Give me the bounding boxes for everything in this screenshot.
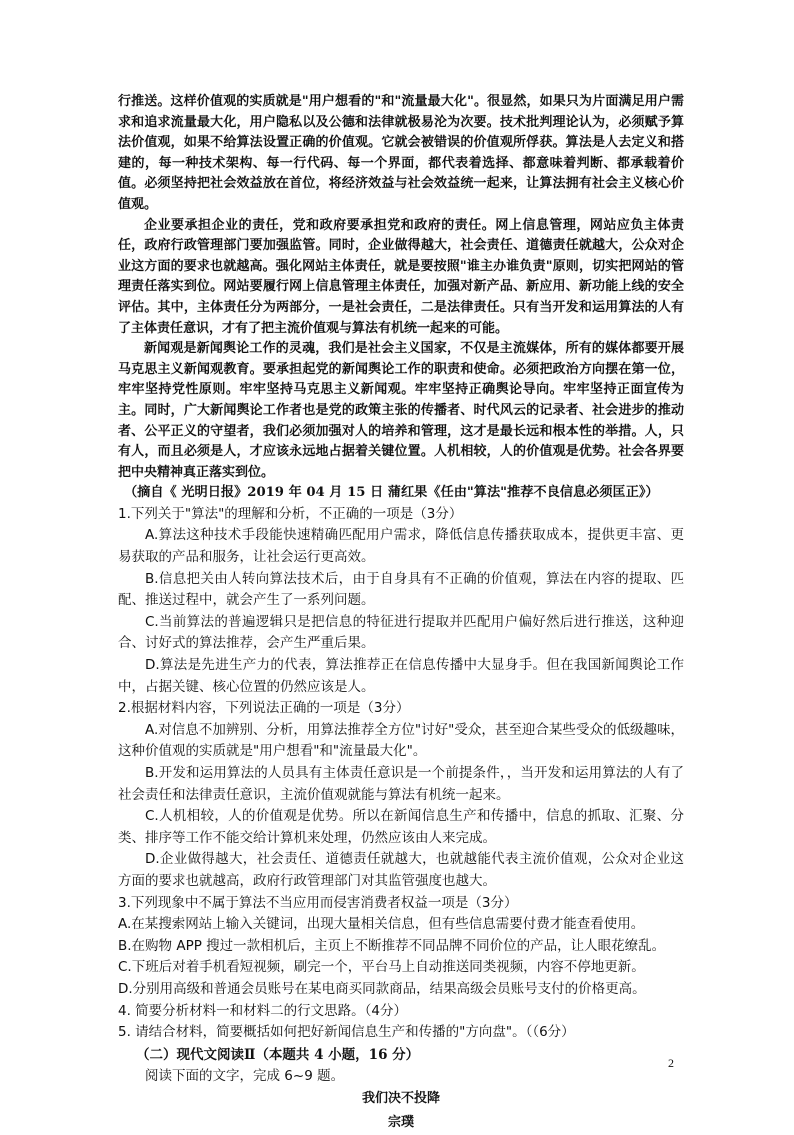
option-b: B.在购物 APP 搜过一款相机后，主页上不断推荐不同品牌不同价位的产品，让人眼花缭乱。 <box>118 937 666 954</box>
paragraph-3: 新闻观是新闻舆论工作的灵魂，我们是社会主义国家，不仅是主流媒体，所有的媒体都要开展马克思主义新闻观教育。要承担起党的新闻舆论工作的职责和使命。必须把政治方向摆在第一位，牢牢坚持党性原则。牢牢坚持马克思主义新闻观。牢牢坚持正确舆论导向。牢牢坚持正面宣传为主。同时，广大新闻舆论工作者也是党的政策主张的传播者、时代风云的记录者、社会进步的推动者、公平正义的守望者，我们必须加强对人的培养和管理，这才是最长远和根本性的举措。人，只有人，而且必须是人，才应该永远地占据着关键位置。人机相较，人的价值观是优势。社会各界要把中央精神真正落实到位。 <box>118 341 684 480</box>
section-instruction: 阅读下面的文字，完成 6~9 题。 <box>145 1067 345 1084</box>
page-number: 2 <box>668 1056 674 1070</box>
question-1 <box>118 504 684 698</box>
source-citation: （摘自《 光明日报》2019 年 04 月 15 日 蒲红果《任由"算法"推荐不良信息必须匡正》） <box>124 485 659 501</box>
page-content <box>118 92 684 1135</box>
option-c: C.当前算法的普遍逻辑只是把信息的特征进行提取并匹配用户偏好然后进行推送，这种迎合、讨好式的算法推荐，会产生严重后果。 <box>118 613 684 652</box>
question-3 <box>118 893 684 1001</box>
option-a: A.对信息不加辨别、分析，用算法推荐全方位"讨好"受众，甚至迎合某些受众的低级趣味，这种价值观的实质就是"用户想看"和"流量最大化"。 <box>118 721 684 760</box>
option-c: C.下班后对着手机看短视频，刷完一个，平台马上自动推送同类视频，内容不停地更新。 <box>118 959 645 976</box>
option-c: C.人机相较，人的价值观是优势。所以在新闻信息生产和传播中，信息的抓取、汇聚、分类、排序等工作不能交给计算机来处理，仍然应该由人来完成。 <box>118 808 684 846</box>
option-a: A.在某搜索网站上输入关键词，出现大量相关信息，但有些信息需要付费才能查看使用。 <box>118 916 645 933</box>
article-author: 宗璞 <box>387 1114 414 1130</box>
paragraph-1: 行推送。这样价值观的实质就是"用户想看的"和"流量最大化"。很显然，如果只为片面满足用户需求和追求流量最大化，用户隐私以及公德和法律就极易沦为次要。技术批判理论认为，必须赋予算法价值观，如果不给算法设置正确的价值观。它就会被错误的价值观所俘获。算法是人去定义和搭建的，每一种技术架构、每一行代码、每一个界面，都代表着选择、都意味着判断、都承载着价值。必须坚持把社会效益放在首位，将经济效益与社会效益统一起来，让算法拥有社会主义核心价值观。 <box>118 94 684 212</box>
option-d: D.算法是先进生产力的代表，算法推荐正在信息传播中大显身手。但在我国新闻舆论工作中，占据关键、核心位置的仍然应该是人。 <box>118 657 684 695</box>
question-stem: 3.下列现象中不属于算法不当应用而侵害消费者权益一项是（3分） <box>118 894 518 911</box>
option-b: B.信息把关由人转向算法技术后，由于自身具有不正确的价值观，算法在内容的提取、匹配、推送过程中，就会产生了一系列问题。 <box>118 570 684 609</box>
option-d: D.企业做得越大，社会责任、道德责任就越大，也就越能代表主流价值观，公众对企业这方面的要求也就越高，政府行政管理部门对其监管强度也越大。 <box>118 851 684 889</box>
option-a: A.算法这种技术手段能快速精确匹配用户需求，降低信息传播获取成本，提供更丰富、更易获取的产品和服务，让社会运行更高效。 <box>118 527 684 566</box>
option-d: D.分别用高级和普通会员账号在某电商买同款商品，结果高级会员账号支付的价格更高。 <box>118 980 646 997</box>
option-b: B.开发和运用算法的人员具有主体责任意识是一个前提条件，，当开发和运用算法的人有了社会责任和法律责任意识，主流价值观就能与算法有机统一起来。 <box>118 765 684 803</box>
section-heading: （二）现代文阅读Ⅱ（本题共 4 小题，16 分） <box>136 1046 420 1063</box>
article-title: 我们决不投降 <box>361 1090 440 1106</box>
question-4: 4. 简要分析材料一和材料二的行文思路。（4分） <box>118 1002 408 1019</box>
question-5: 5. 请结合材料，简要概括如何把好新闻信息生产和传播的"方向盘"。（（6分） <box>118 1024 575 1041</box>
question-2 <box>118 698 684 892</box>
question-stem: 2.根据材料内容，下列说法正确的一项是（3分） <box>118 700 410 717</box>
question-stem: 1.下列关于"算法"的理解和分析，不正确的一项是（3分） <box>118 505 463 522</box>
paragraph-2: 企业要承担企业的责任，党和政府要承担党和政府的责任。网上信息管理，网站应负主体责任，政府行政管理部门要加强监管。同时，企业做得越大，社会责任、道德责任就越大，公众对企业这方面的要求也就越高。强化网站主体责任，就是要按照"谁主办谁负责"原则，切实把网站的管理责任落实到位。网站要履行网上信息管理主体责任，加强对新产品、新应用、新功能上线的安全评估。其中，主体责任分为两部分，一是社会责任，二是法律责任。只有当开发和运用算法的人有了主体责任意识，才有了把主流价值观与算法有机统一起来的可能。 <box>118 217 684 336</box>
